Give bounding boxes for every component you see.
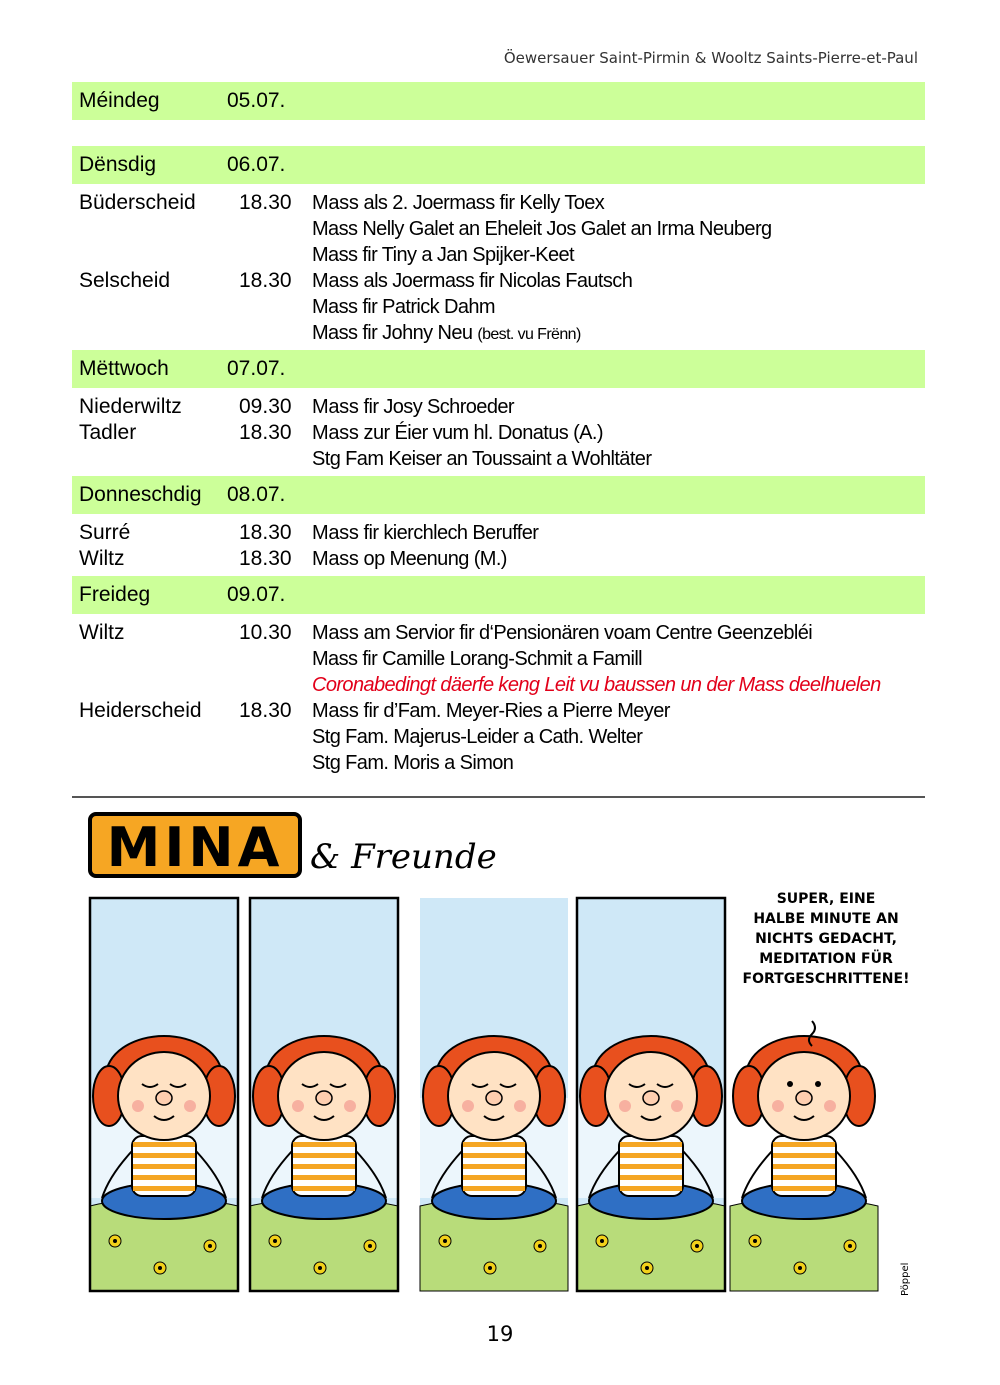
schedule-row xyxy=(72,520,925,546)
schedule-row xyxy=(72,750,925,776)
speech-line: NICHTS GEDACHT, xyxy=(755,931,897,947)
place: Selscheid xyxy=(79,269,171,292)
comic-logo xyxy=(90,814,497,879)
schedule-row xyxy=(72,420,925,446)
time: 18.30 xyxy=(239,547,292,570)
comic-strip xyxy=(80,806,925,1301)
corona-notice xyxy=(312,674,881,697)
description xyxy=(312,270,632,293)
description-text: Mass fir Johny Neu xyxy=(312,321,478,344)
description-text: Mass fir Patrick Dahm xyxy=(312,295,495,318)
description-text: Stg Fam. Majerus-Leider a Cath. Welter xyxy=(312,725,643,748)
description xyxy=(312,296,495,319)
description-text: Mass fir Camille Lorang-Schmit a Famill xyxy=(312,647,643,670)
description-text: op Meenung (M.) xyxy=(358,547,507,570)
place: Wiltz xyxy=(79,621,125,644)
schedule-row xyxy=(72,672,925,698)
keyword: Mass xyxy=(312,621,359,644)
time: 18.30 xyxy=(239,269,292,292)
keyword: Mass xyxy=(312,699,359,722)
schedule-row xyxy=(72,646,925,672)
speech-line: FORTGESCHRITTENE! xyxy=(742,971,910,987)
comic-panel xyxy=(90,898,238,1291)
schedule-row xyxy=(72,294,925,320)
day-date: 07.07. xyxy=(227,357,286,380)
description xyxy=(312,726,642,749)
day-date: 08.07. xyxy=(227,483,286,506)
time: 10.30 xyxy=(239,621,292,644)
divider xyxy=(72,796,925,798)
day-header xyxy=(72,350,925,388)
description xyxy=(312,700,670,723)
description-text: Mass Nelly Galet an Eheleit Jos Galet an Irma Neuberg xyxy=(312,217,772,240)
comic-panel xyxy=(577,898,725,1291)
day-entries xyxy=(72,514,925,576)
schedule-row xyxy=(72,190,925,216)
speech-line: SUPER, EINE xyxy=(776,891,876,907)
day-entries xyxy=(72,388,925,476)
day-entries xyxy=(72,184,925,350)
day-name: Méindeg xyxy=(79,89,160,112)
place: Niederwiltz xyxy=(79,395,182,418)
place: Tadler xyxy=(79,421,137,444)
description xyxy=(312,322,581,345)
keyword: Mass xyxy=(312,521,359,544)
description-text: Mass fir Tiny a Jan Spijker-Keet xyxy=(312,243,575,266)
description-text: fir d’Fam. Meyer-Ries a Pierre Meyer xyxy=(358,699,670,722)
description xyxy=(312,448,651,471)
schedule-row xyxy=(72,216,925,242)
description xyxy=(312,522,538,545)
keyword: Mass xyxy=(312,269,359,292)
description-text: fir Josy Schroeder xyxy=(358,395,514,418)
place: Wiltz xyxy=(79,547,125,570)
description-text: als Joermass fir Nicolas Fautsch xyxy=(358,269,633,292)
day-header xyxy=(72,146,925,184)
comic-panel xyxy=(250,898,398,1291)
description xyxy=(312,396,514,419)
description-text: Stg Fam Keiser an Toussaint a Wohltäter xyxy=(312,447,652,470)
day-date: 05.07. xyxy=(227,89,286,112)
schedule-row xyxy=(72,320,925,346)
day-name: Mëttwoch xyxy=(79,357,169,380)
day-name: Dënsdig xyxy=(79,153,157,176)
page-number: 19 xyxy=(486,1322,514,1346)
description-text: Coronabedingt däerfe keng Leit vu baussen un der Mass deelhuelen xyxy=(312,673,881,696)
keyword: Mass xyxy=(312,421,359,444)
place: Heiderscheid xyxy=(79,699,202,722)
keyword: Mass xyxy=(312,395,359,418)
logo-suffix: & Freunde xyxy=(310,837,497,877)
schedule-row xyxy=(72,446,925,472)
schedule-row xyxy=(72,394,925,420)
description-text: Stg Fam. Moris a Simon xyxy=(312,751,514,774)
schedule-row xyxy=(72,724,925,750)
time: 18.30 xyxy=(239,191,292,214)
day-header xyxy=(72,476,925,514)
description xyxy=(312,422,603,445)
day-header xyxy=(72,82,925,120)
keyword: Mass xyxy=(312,191,359,214)
schedule-row xyxy=(72,698,925,724)
description-text: am Servior fir d‘Pensionären voam Centre Geenzebléi xyxy=(358,621,813,644)
description xyxy=(312,192,604,215)
keyword: Mass xyxy=(312,547,359,570)
schedule-row xyxy=(72,620,925,646)
speech-line: MEDITATION FÜR xyxy=(759,951,893,967)
description xyxy=(312,648,642,671)
comic-panel xyxy=(420,898,568,1291)
description-text: als 2. Joermass fir Kelly Toex xyxy=(358,191,605,214)
place: Surré xyxy=(79,521,131,544)
day-header xyxy=(72,576,925,614)
day-name: Freideg xyxy=(79,583,151,606)
artist-signature: Pöppel xyxy=(900,1262,911,1296)
schedule-row xyxy=(72,268,925,294)
day-date: 09.07. xyxy=(227,583,286,606)
description xyxy=(312,622,812,645)
mass-schedule xyxy=(72,82,925,780)
note: (best. vu Frënn) xyxy=(477,325,581,343)
schedule-row xyxy=(72,546,925,572)
time: 18.30 xyxy=(239,521,292,544)
day-entries xyxy=(72,614,925,780)
description xyxy=(312,752,513,775)
speech-line: HALBE MINUTE AN xyxy=(753,911,899,927)
day-name: Donneschdig xyxy=(79,483,202,506)
day-date: 06.07. xyxy=(227,153,286,176)
time: 09.30 xyxy=(239,395,292,418)
description xyxy=(312,218,772,241)
description xyxy=(312,548,507,571)
description xyxy=(312,244,574,267)
logo-text: MINA xyxy=(106,816,284,879)
schedule-row xyxy=(72,242,925,268)
description-text: fir kierchlech Beruffer xyxy=(358,521,539,544)
place: Büderscheid xyxy=(79,191,196,214)
time: 18.30 xyxy=(239,699,292,722)
description-text: zur Éier vum hl. Donatus (A.) xyxy=(358,421,603,444)
time: 18.30 xyxy=(239,421,292,444)
header-title: Öewersauer Saint-Pirmin & Wooltz Saints-Pierre-et-Paul xyxy=(503,49,918,67)
